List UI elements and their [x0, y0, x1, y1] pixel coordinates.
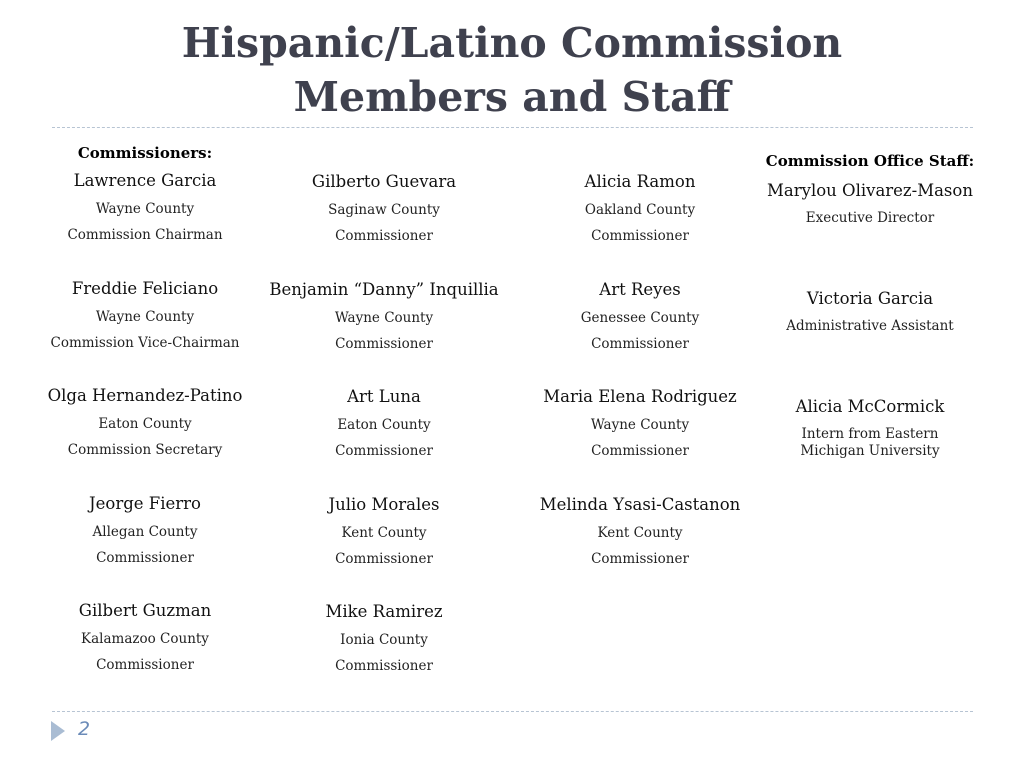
member-name: Gilberto Guevara	[311, 172, 457, 191]
member-entry	[264, 494, 504, 602]
slide-title	[0, 16, 1024, 124]
member-county: Eaton County	[98, 416, 192, 432]
member-name: Art Reyes	[599, 279, 681, 299]
member-county: Kent County	[597, 524, 683, 541]
page-number: 2	[78, 718, 91, 740]
member-role: Commission Secretary	[67, 442, 223, 458]
staff-column	[760, 151, 980, 504]
member-county: Ionia County	[340, 632, 428, 648]
member-name: Maria Elena Rodriguez	[543, 387, 737, 406]
member-county: Wayne County	[95, 201, 195, 217]
member-entry	[30, 493, 260, 601]
commissioners-column-3	[520, 143, 760, 601]
member-county: Genessee County	[580, 309, 700, 326]
member-entry	[520, 279, 760, 387]
member-role: Commissioner	[335, 228, 433, 244]
member-entry	[520, 386, 760, 494]
member-role: Commissioner	[591, 335, 689, 352]
staff-name: Alicia McCormick	[795, 397, 945, 416]
member-role: Commissioner	[96, 657, 194, 673]
member-role: Commission Chairman	[67, 227, 223, 243]
member-entry	[520, 494, 760, 602]
staff-role: Intern from Eastern Michigan University	[800, 426, 940, 459]
member-role: Commissioner	[335, 335, 433, 352]
member-county: Kalamazoo County	[81, 631, 209, 647]
triangle-bullet-icon	[51, 721, 65, 741]
member-name: Gilbert Guzman	[78, 601, 212, 620]
member-entry	[520, 171, 760, 279]
footer-divider	[52, 711, 973, 712]
member-entry	[30, 170, 260, 278]
member-role: Commissioner	[335, 550, 433, 567]
member-county: Wayne County	[95, 308, 195, 325]
staff-entry	[760, 180, 980, 288]
member-entry	[30, 600, 260, 708]
member-name: Art Luna	[347, 387, 421, 406]
title-divider	[52, 127, 973, 128]
member-county: Allegan County	[92, 523, 198, 540]
member-name: Benjamin “Danny” Inquillia	[269, 279, 499, 299]
member-list	[264, 143, 504, 709]
staff-name: Victoria Garcia	[806, 289, 934, 308]
staff-role: Executive Director	[805, 210, 935, 226]
member-role: Commissioner	[96, 549, 194, 566]
staff-role: Administrative Assistant	[786, 318, 954, 334]
member-name: Mike Ramirez	[325, 602, 443, 621]
member-name: Olga Hernandez-Patino	[47, 386, 243, 405]
staff-name: Marylou Olivarez-Mason	[767, 181, 973, 200]
member-name: Alicia Ramon	[584, 172, 696, 191]
member-role: Commissioner	[591, 443, 689, 459]
commissioners-heading: Commissioners:	[77, 144, 213, 162]
member-name: Julio Morales	[328, 494, 440, 514]
member-role: Commissioner	[591, 228, 689, 244]
member-county: Saginaw County	[328, 202, 440, 218]
member-county: Eaton County	[337, 417, 431, 433]
member-county: Wayne County	[334, 309, 434, 326]
member-entry	[264, 386, 504, 494]
member-entry	[30, 278, 260, 386]
member-name: Jeorge Fierro	[89, 493, 201, 513]
staff-entry	[760, 288, 980, 396]
slide-title-line-2: Members and Staff	[293, 73, 731, 121]
member-role: Commissioner	[591, 550, 689, 567]
member-county: Kent County	[341, 524, 427, 541]
member-name: Lawrence Garcia	[73, 171, 217, 190]
member-role: Commission Vice-Chairman	[50, 334, 240, 351]
commissioners-column-2	[264, 143, 504, 709]
staff-heading: Commission Office Staff:	[765, 152, 975, 170]
member-list	[520, 143, 760, 601]
member-list	[30, 170, 260, 708]
member-role: Commissioner	[335, 658, 433, 674]
member-entry	[264, 601, 504, 709]
slide-title-line-1: Hispanic/Latino Commission	[181, 19, 843, 67]
member-entry	[264, 171, 504, 279]
member-name: Freddie Feliciano	[71, 278, 219, 298]
member-entry	[30, 385, 260, 493]
staff-entry	[760, 396, 980, 504]
member-role: Commissioner	[335, 443, 433, 459]
staff-list	[760, 180, 980, 504]
commissioners-column-1	[30, 143, 260, 708]
member-county: Oakland County	[584, 202, 696, 218]
member-name: Melinda Ysasi-Castanon	[539, 494, 741, 514]
member-entry	[264, 279, 504, 387]
member-county: Wayne County	[590, 417, 690, 433]
